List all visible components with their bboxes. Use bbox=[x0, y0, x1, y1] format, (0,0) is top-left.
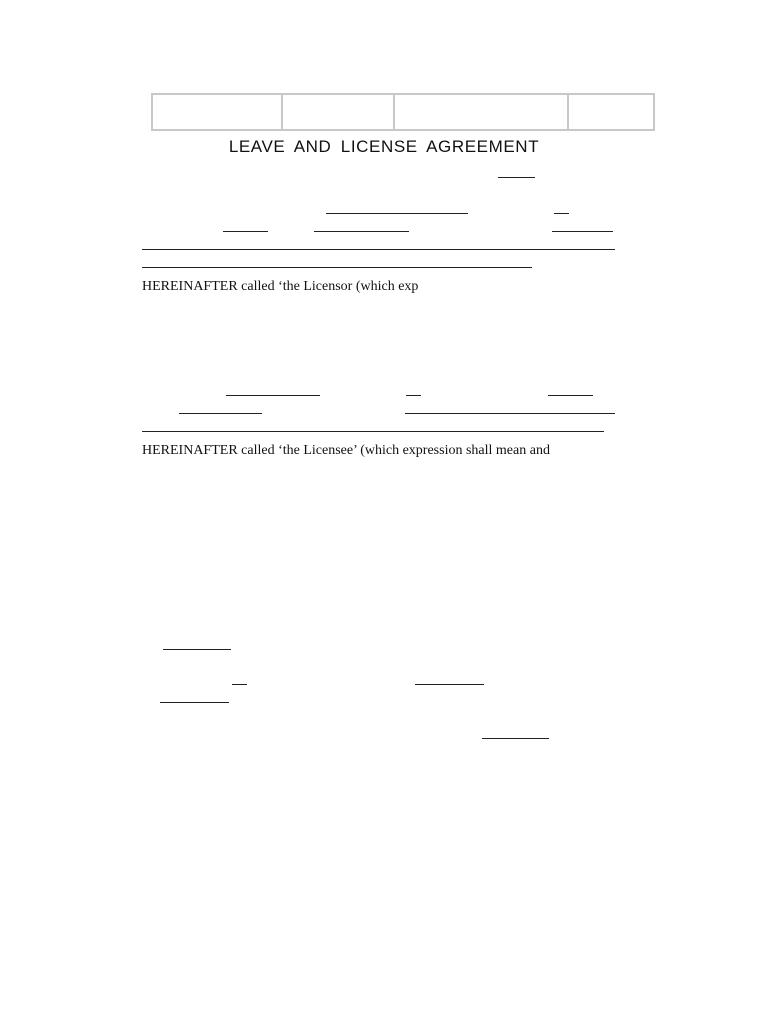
blank-line bbox=[160, 702, 229, 703]
header-table-cell bbox=[153, 95, 283, 129]
blank-line bbox=[415, 684, 484, 685]
blank-line bbox=[326, 213, 468, 214]
blank-line bbox=[179, 413, 262, 414]
blank-line bbox=[552, 231, 613, 232]
blank-line bbox=[142, 267, 532, 268]
document-title: LEAVE AND LICENSE AGREEMENT bbox=[228, 137, 540, 156]
blank-line bbox=[482, 738, 549, 739]
licensee-clause: HEREINAFTER called ‘the Licensee’ (which expression shall mean and bbox=[142, 443, 550, 458]
header-table-cell bbox=[283, 95, 395, 129]
blank-line bbox=[314, 231, 409, 232]
blank-line bbox=[548, 395, 593, 396]
blank-line bbox=[142, 249, 615, 250]
blank-line bbox=[498, 177, 535, 178]
blank-line bbox=[405, 413, 615, 414]
blank-line bbox=[226, 395, 320, 396]
blank-line bbox=[406, 395, 421, 396]
header-table bbox=[151, 93, 655, 131]
blank-line bbox=[223, 231, 268, 232]
blank-line bbox=[142, 431, 604, 432]
blank-line bbox=[232, 684, 247, 685]
blank-line bbox=[163, 649, 231, 650]
blank-line bbox=[554, 213, 569, 214]
header-table-cell bbox=[569, 95, 653, 129]
licensor-clause: HEREINAFTER called ‘the Licensor (which exp bbox=[142, 279, 419, 294]
header-table-cell bbox=[395, 95, 569, 129]
